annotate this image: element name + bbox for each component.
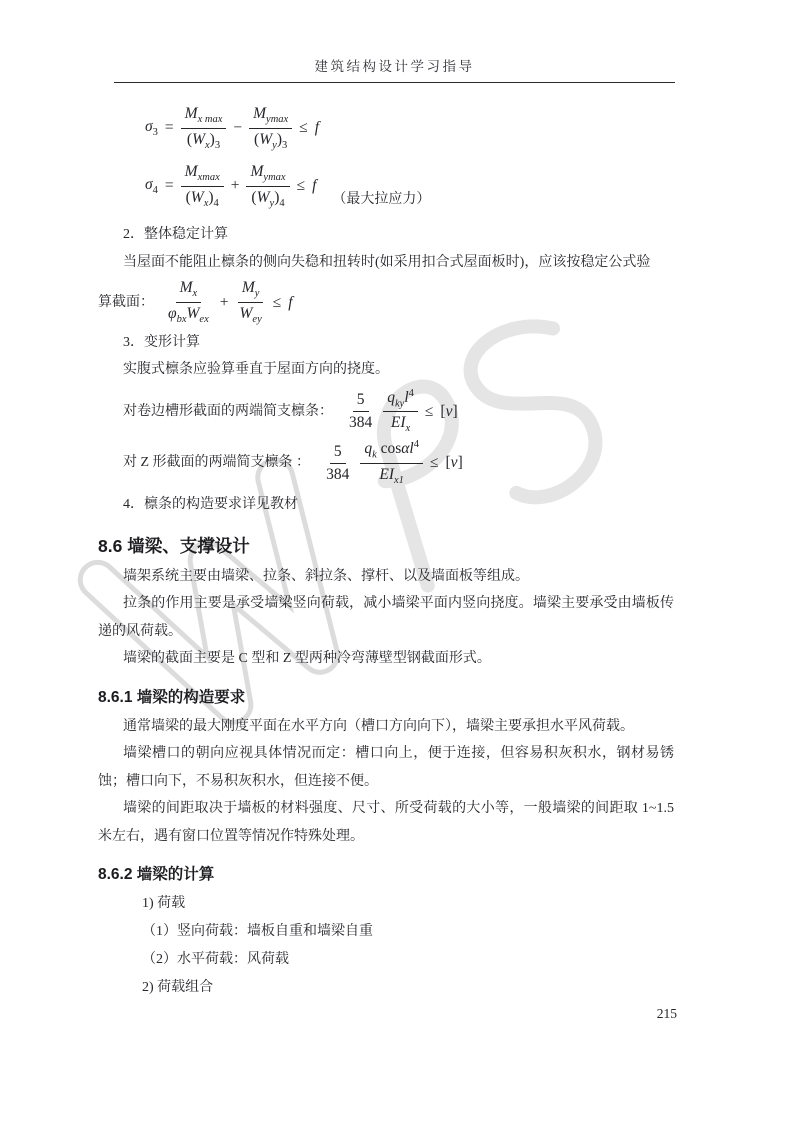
paragraph-wall-system: 墙架系统主要由墙梁、拉条、斜拉条、撑杆、以及墙面板等组成。 <box>123 568 529 584</box>
paragraph-spacing: 墙梁的间距取决于墙板的材料强度、尺寸、所受荷载的大小等，一般墙梁的间距取 1~1.5 米左右，遇有窗口位置等情况作特殊处理。 <box>98 801 674 844</box>
formula-stability-row <box>98 279 674 325</box>
fraction: $\frac{M_y}{W_{ey}}$ <box>239 279 262 326</box>
math-token: f <box>314 119 320 137</box>
formula-sigma4 <box>145 163 674 209</box>
numbered-item-purlin-detailing: 4．檩条的构造要求详见教材 <box>123 497 298 513</box>
math-token: − <box>233 119 243 137</box>
math-token: ≤ <box>299 119 308 137</box>
fraction: $\frac{M_{ymax}}{(W_y)_3}$ <box>249 105 292 151</box>
fraction: $\frac{M_x}{\varphi_{bx}W_{ex}}$ <box>168 279 209 326</box>
math-token: $\sigma_4$ <box>145 175 158 197</box>
numbered-item-overall-stability: 2．整体稳定计算 <box>123 227 228 243</box>
formula-label: 对 Z 形截面的两端简支檩条 ： <box>123 455 311 471</box>
numbered-item-deformation: 3．变形计算 <box>123 334 200 350</box>
list-item-horizontal-load: （2）水平荷载：风荷载 <box>142 952 289 968</box>
fraction: $\frac{M_{xmax}}{(W_x)_4}$ <box>181 163 224 209</box>
math-token: = <box>164 119 174 137</box>
math-token: ≤ <box>296 177 306 195</box>
section-heading-8-6-1: 8.6.1 墙梁的构造要求 <box>98 688 246 706</box>
list-item-load-combination: 2) 荷载组合 <box>142 980 214 996</box>
math-token: $\sigma_3$ <box>145 117 158 138</box>
paragraph-stiffness-plane: 通常墙梁的最大刚度平面在水平方向（槽口方向向下），墙梁主要承担水平风荷载。 <box>123 718 634 734</box>
page-body <box>98 105 674 1002</box>
math-token: [v] <box>440 402 458 420</box>
page-number: 215 <box>656 1006 677 1021</box>
paragraph-overall-stability: 当屋面不能阻止檩条的侧向失稳和扭转时(如采用扣合式屋面板时)，应该按稳定公式验 <box>123 254 651 270</box>
formula-label: 对卷边槽形截面的两端简支檩条： <box>123 403 333 419</box>
math-expression <box>322 440 463 486</box>
formula-note: （最大拉应力） <box>332 191 431 207</box>
math-token: ≤ <box>424 402 434 420</box>
running-head-title: 建筑结构设计学习指导 <box>314 59 475 74</box>
formula-deflection-z-row <box>123 440 674 486</box>
fraction: $\frac{q_{ky}l^4}{EI_x}$ <box>383 389 418 435</box>
section-heading-8-6: 8.6 墙梁、支撑设计 <box>98 535 250 556</box>
paragraph-tie-rod: 拉条的作用主要是承受墙梁竖向荷载，减小墙梁平面内竖向挠度。墙梁主要承受由墙板传递的风荷载。 <box>98 596 674 639</box>
formula-deflection-channel-row <box>123 389 674 435</box>
list-item-vertical-load: （1）竖向荷载：墙板自重和墙梁自重 <box>142 924 373 940</box>
math-token: f <box>312 177 317 195</box>
math-token: + <box>230 177 240 195</box>
math-token: + <box>219 293 229 311</box>
math-expression <box>164 279 293 325</box>
formula-sigma3 <box>145 105 674 151</box>
fraction: $\frac{M_{ymax}}{(W_y)_4}$ <box>246 163 289 209</box>
page-header <box>114 55 675 83</box>
math-token: ≤ <box>272 293 282 311</box>
math-expression <box>145 163 316 209</box>
math-expression <box>145 105 319 151</box>
math-expression <box>345 389 458 435</box>
fraction: $\frac{5}{384}$ <box>326 442 350 483</box>
section-heading-8-6-2: 8.6.2 墙梁的计算 <box>98 866 215 884</box>
fraction: $\frac{5}{384}$ <box>349 391 373 432</box>
fraction: $\frac{M_{x max}}{(W_x)_3}$ <box>181 105 227 151</box>
math-token: = <box>164 177 174 195</box>
formula-label: 算截面： <box>98 294 154 310</box>
math-token: [v] <box>445 454 463 472</box>
math-token: f <box>288 293 293 311</box>
list-item-loads: 1) 荷载 <box>142 896 186 912</box>
paragraph-deflection: 实腹式檩条应验算垂直于屋面方向的挠度。 <box>123 362 389 378</box>
paragraph-channel-orientation: 墙梁槽口的朝向应视具体情况而定：槽口向上，便于连接，但容易积灰积水，钢材易锈蚀；槽口向下，不易积灰积水，但连接不便。 <box>98 746 674 789</box>
math-token: ≤ <box>429 454 439 472</box>
paragraph-section-types: 墙梁的截面主要是 C 型和 Z 型两种冷弯薄壁型钢截面形式。 <box>123 651 491 667</box>
fraction: $\frac{q_k \cos\alpha l^4}{EI_{x1}}$ <box>360 440 423 486</box>
